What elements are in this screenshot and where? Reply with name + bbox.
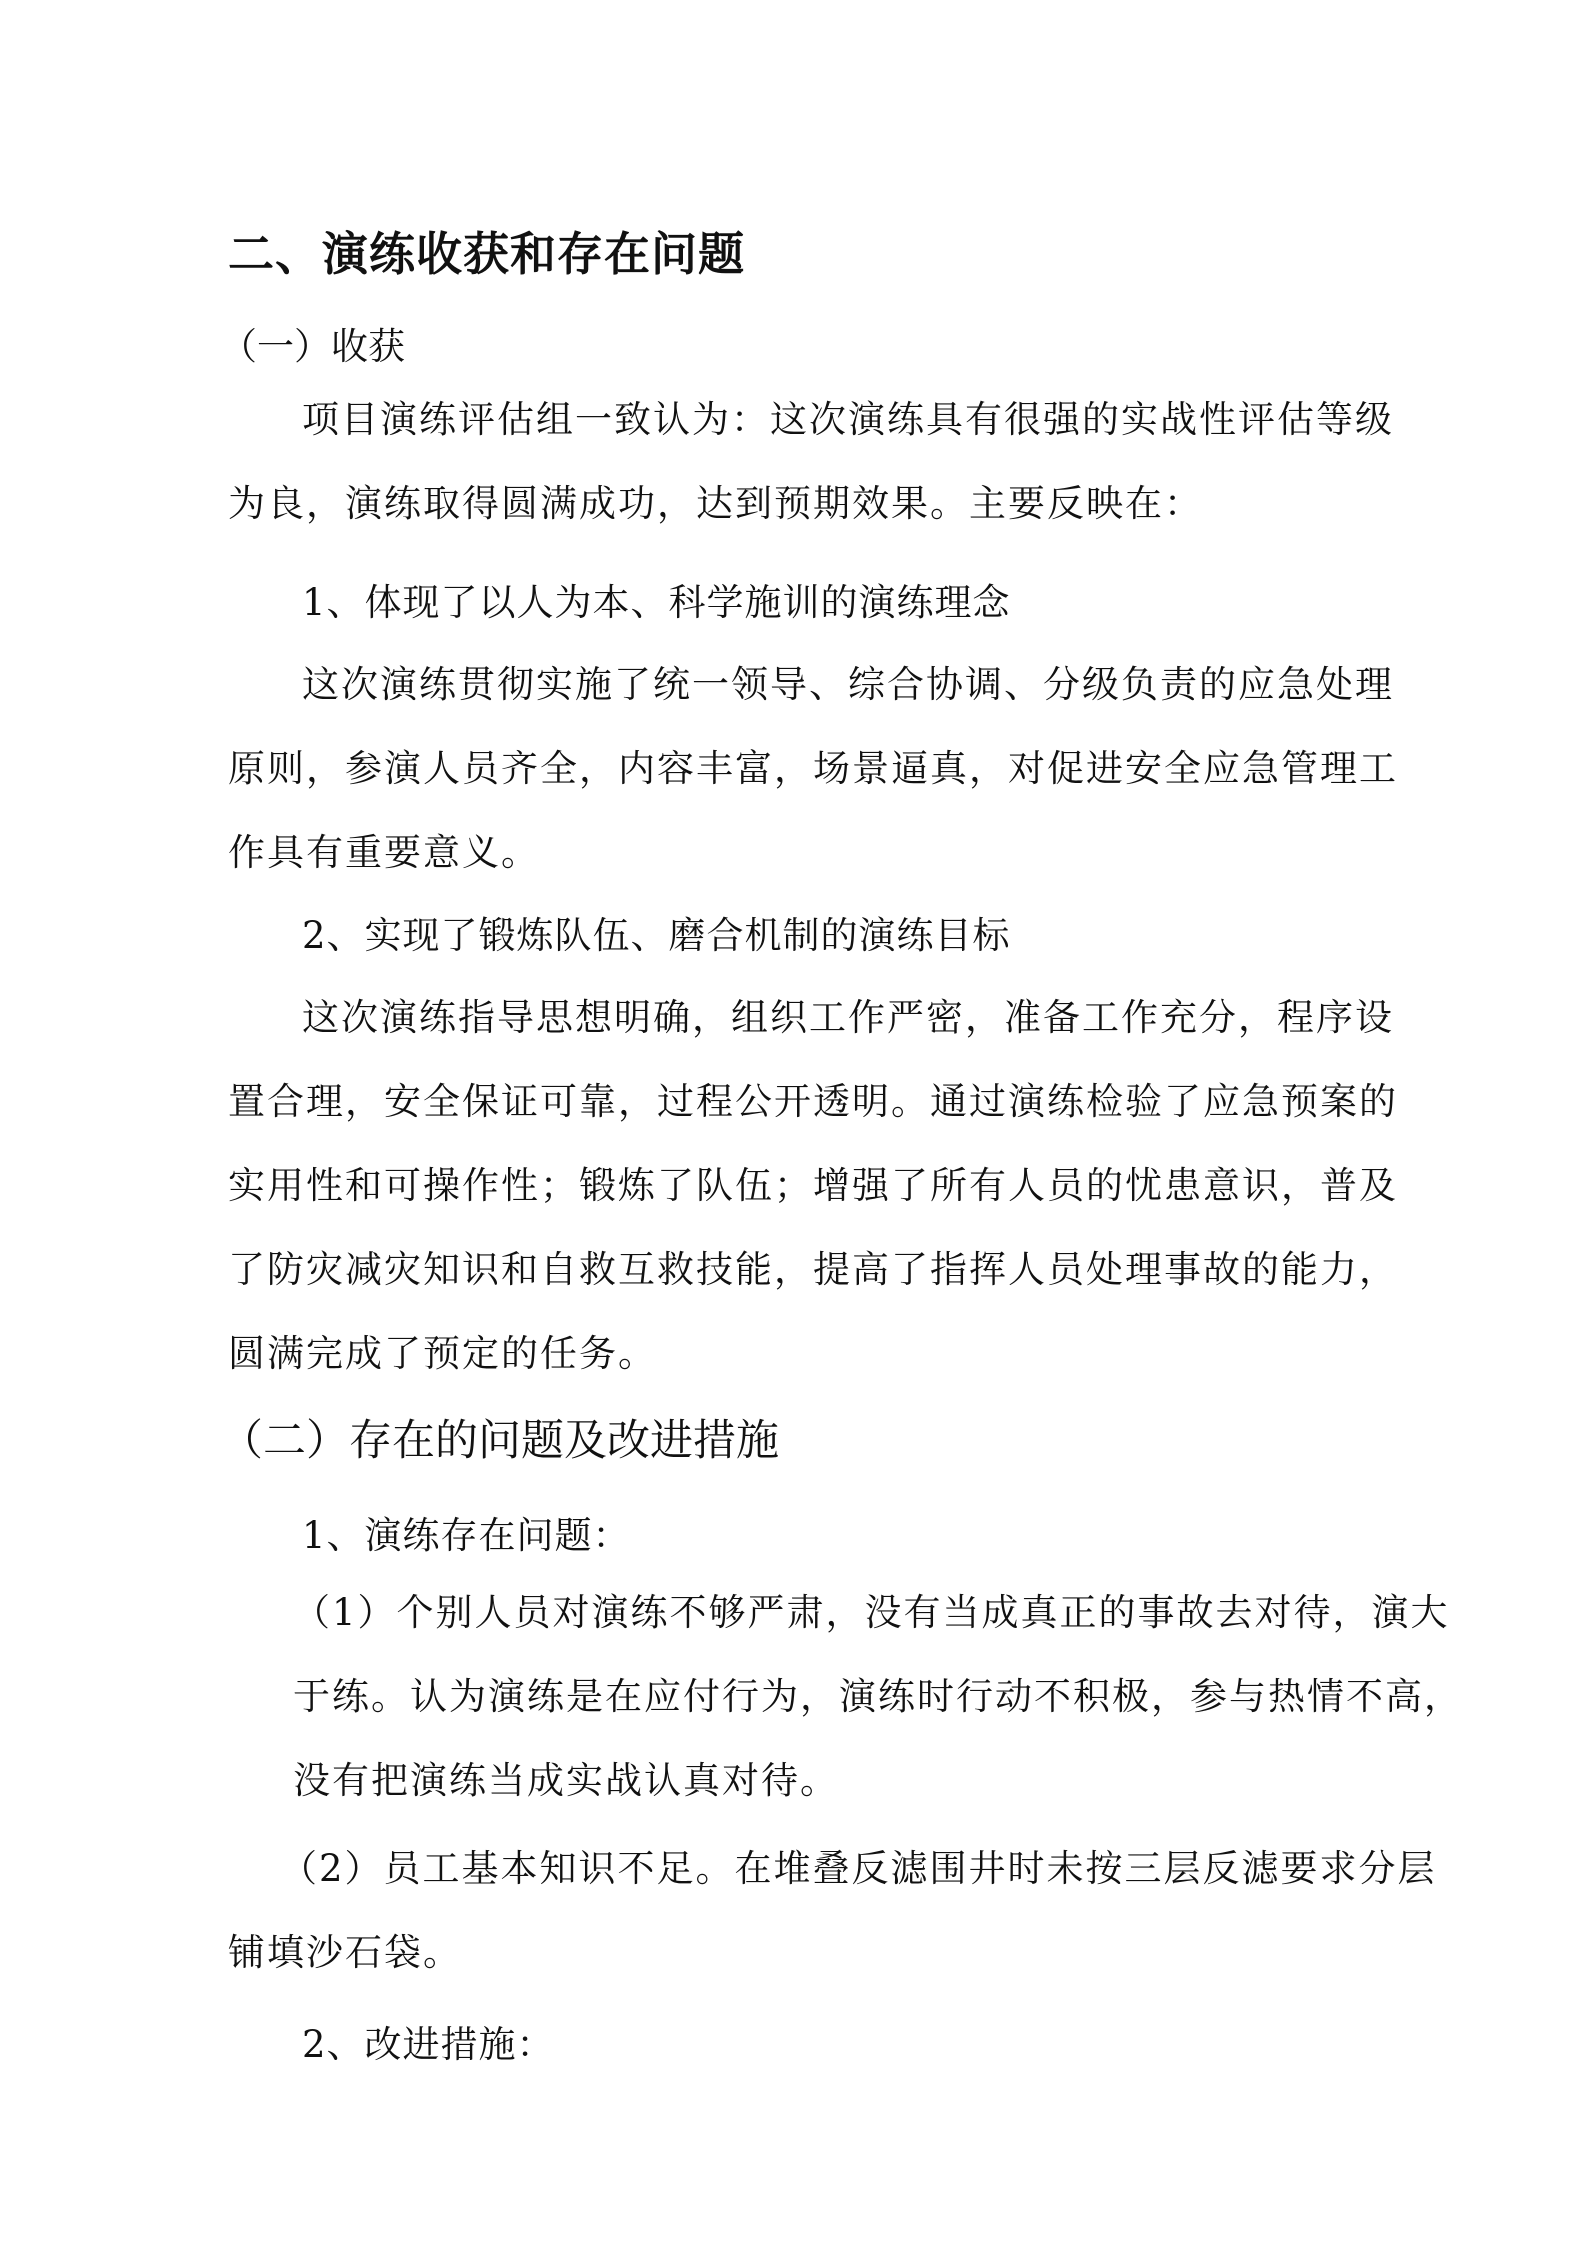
text-line: 圆满完成了预定的任务。	[228, 1332, 657, 1375]
text-line: 为良，演练取得圆满成功，达到预期效果。主要反映在：	[228, 482, 1203, 525]
text-line: 原则，参演人员齐全，内容丰富，场景逼真，对促进安全应急管理工	[228, 747, 1398, 790]
point1-title: 1、体现了以人为本、科学施训的演练理念	[302, 581, 1011, 624]
issue2-body	[228, 1827, 1437, 1995]
text-line: 项目演练评估组一致认为：这次演练具有很强的实战性评估等级	[302, 398, 1394, 441]
point2-title: 2、实现了锻炼队伍、磨合机制的演练目标	[302, 914, 1011, 957]
text-line: 没有把演练当成实战认真对待。	[293, 1759, 839, 1802]
problems-sub1-title: 1、演练存在问题：	[302, 1514, 631, 1557]
problems-sub2-title: 2、改进措施：	[302, 2023, 555, 2066]
text-line: 这次演练指导思想明确，组织工作严密，准备工作充分，程序设	[302, 996, 1394, 1039]
text-line: （1）个别人员对演练不够严肃，没有当成真正的事故去对待，演大	[293, 1591, 1450, 1634]
text-line: 铺填沙石袋。	[228, 1931, 462, 1974]
text-line: 作具有重要意义。	[228, 831, 540, 874]
text-line: 于练。认为演练是在应付行为，演练时行动不积极，参与热情不高，	[293, 1675, 1463, 1718]
text-line: 这次演练贯彻实施了统一领导、综合协调、分级负责的应急处理	[302, 663, 1394, 706]
harvest-heading: （一）收获	[220, 325, 405, 368]
text-line: 了防灾减灾知识和自救互救技能，提高了指挥人员处理事故的能力，	[228, 1248, 1398, 1291]
text-line: （2）员工基本知识不足。在堆叠反滤围井时未按三层反滤要求分层	[280, 1847, 1437, 1890]
section-title: 二、演练收获和存在问题	[228, 227, 745, 281]
issue1-body	[293, 1571, 1463, 1823]
problems-heading: （二）存在的问题及改进措施	[220, 1416, 779, 1466]
point1-body	[228, 643, 1398, 895]
point2-body	[228, 976, 1398, 1396]
text-line: 置合理，安全保证可靠，过程公开透明。通过演练检验了应急预案的	[228, 1080, 1398, 1123]
text-line: 实用性和可操作性；锻炼了队伍；增强了所有人员的忧患意识，普及	[228, 1164, 1398, 1207]
harvest-intro	[228, 378, 1394, 546]
